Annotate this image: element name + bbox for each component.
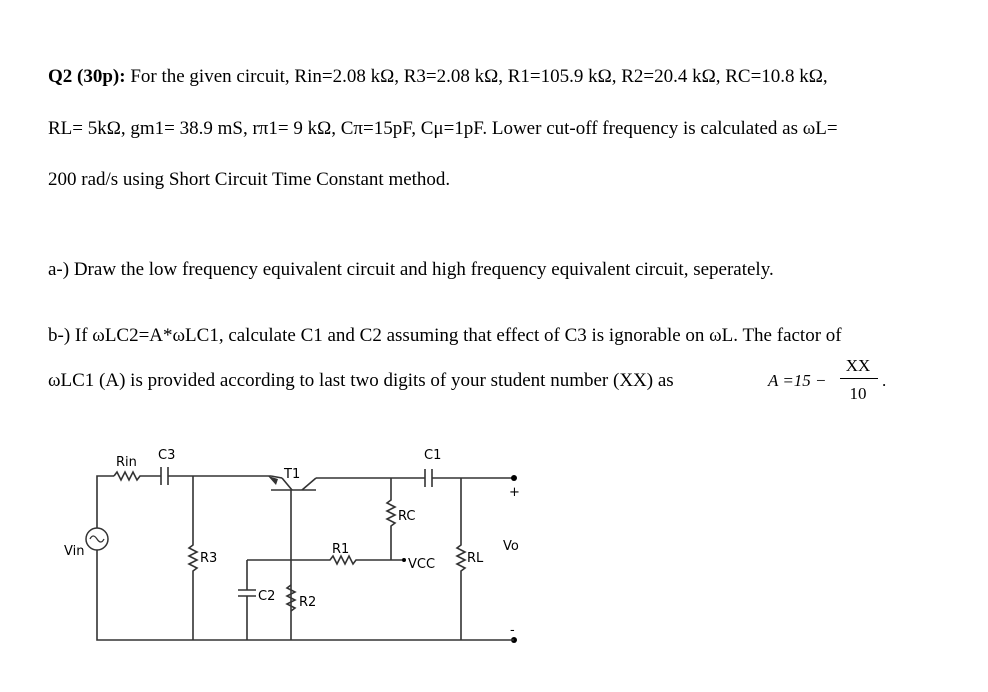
r1-resistor	[291, 556, 402, 564]
formula-denominator: 10	[849, 384, 867, 403]
part-b-text-1: b-) If ωLC2=A*ωLC1, calculate C1 and C2 assuming that effect of C3 is ignorable on ωL. The factor of	[48, 325, 842, 346]
label-c2: C2	[258, 589, 276, 604]
label-t1: T1	[284, 467, 301, 482]
ac-wave-icon	[90, 536, 104, 542]
label-r2: R2	[299, 595, 317, 610]
vcc-node	[402, 558, 406, 562]
rin-resistor	[114, 472, 161, 480]
rc-resistor	[387, 478, 395, 560]
label-minus: -	[510, 623, 515, 638]
t1-collector-lead	[302, 478, 316, 490]
label-rin: Rin	[116, 455, 137, 470]
part-a-text: a-) Draw the low frequency equivalent circuit and high frequency equivalent circuit, seperately.	[48, 259, 774, 280]
question-label: Q2 (30p):	[48, 66, 126, 87]
label-vo: Vo	[503, 539, 519, 554]
given-values-2: RL= 5kΩ, gm1= 38.9 mS, rπ1= 9 kΩ, Cπ=15pF, Cμ=1pF. Lower cut-off frequency is calculated as ωL=	[48, 118, 838, 139]
label-rl: RL	[467, 551, 484, 566]
label-rc: RC	[398, 509, 416, 524]
rl-resistor	[457, 478, 465, 640]
r3-resistor	[189, 476, 197, 640]
label-vin: Vin	[64, 544, 85, 559]
label-c1: C1	[424, 448, 442, 463]
label-vcc: VCC	[408, 557, 436, 572]
label-plus: +	[509, 485, 520, 500]
formula-lhs: A =15 −	[768, 371, 827, 390]
part-b-text-2: ωLC1 (A) is provided according to last two digits of your student number (XX) as	[48, 370, 674, 391]
formula-numerator: XX	[845, 356, 871, 375]
wire-source-top	[97, 476, 114, 528]
output-terminal-top	[511, 475, 517, 481]
label-r1: R1	[332, 542, 350, 557]
label-c3: C3	[158, 448, 176, 463]
formula-period: .	[882, 371, 887, 390]
label-r3: R3	[200, 551, 218, 566]
given-values-1: For the given circuit, Rin=2.08 kΩ, R3=2.08 kΩ, R1=105.9 kΩ, R2=20.4 kΩ, RC=10.8 kΩ,	[130, 66, 828, 87]
given-values-3: 200 rad/s using Short Circuit Time Constant method.	[48, 169, 451, 190]
